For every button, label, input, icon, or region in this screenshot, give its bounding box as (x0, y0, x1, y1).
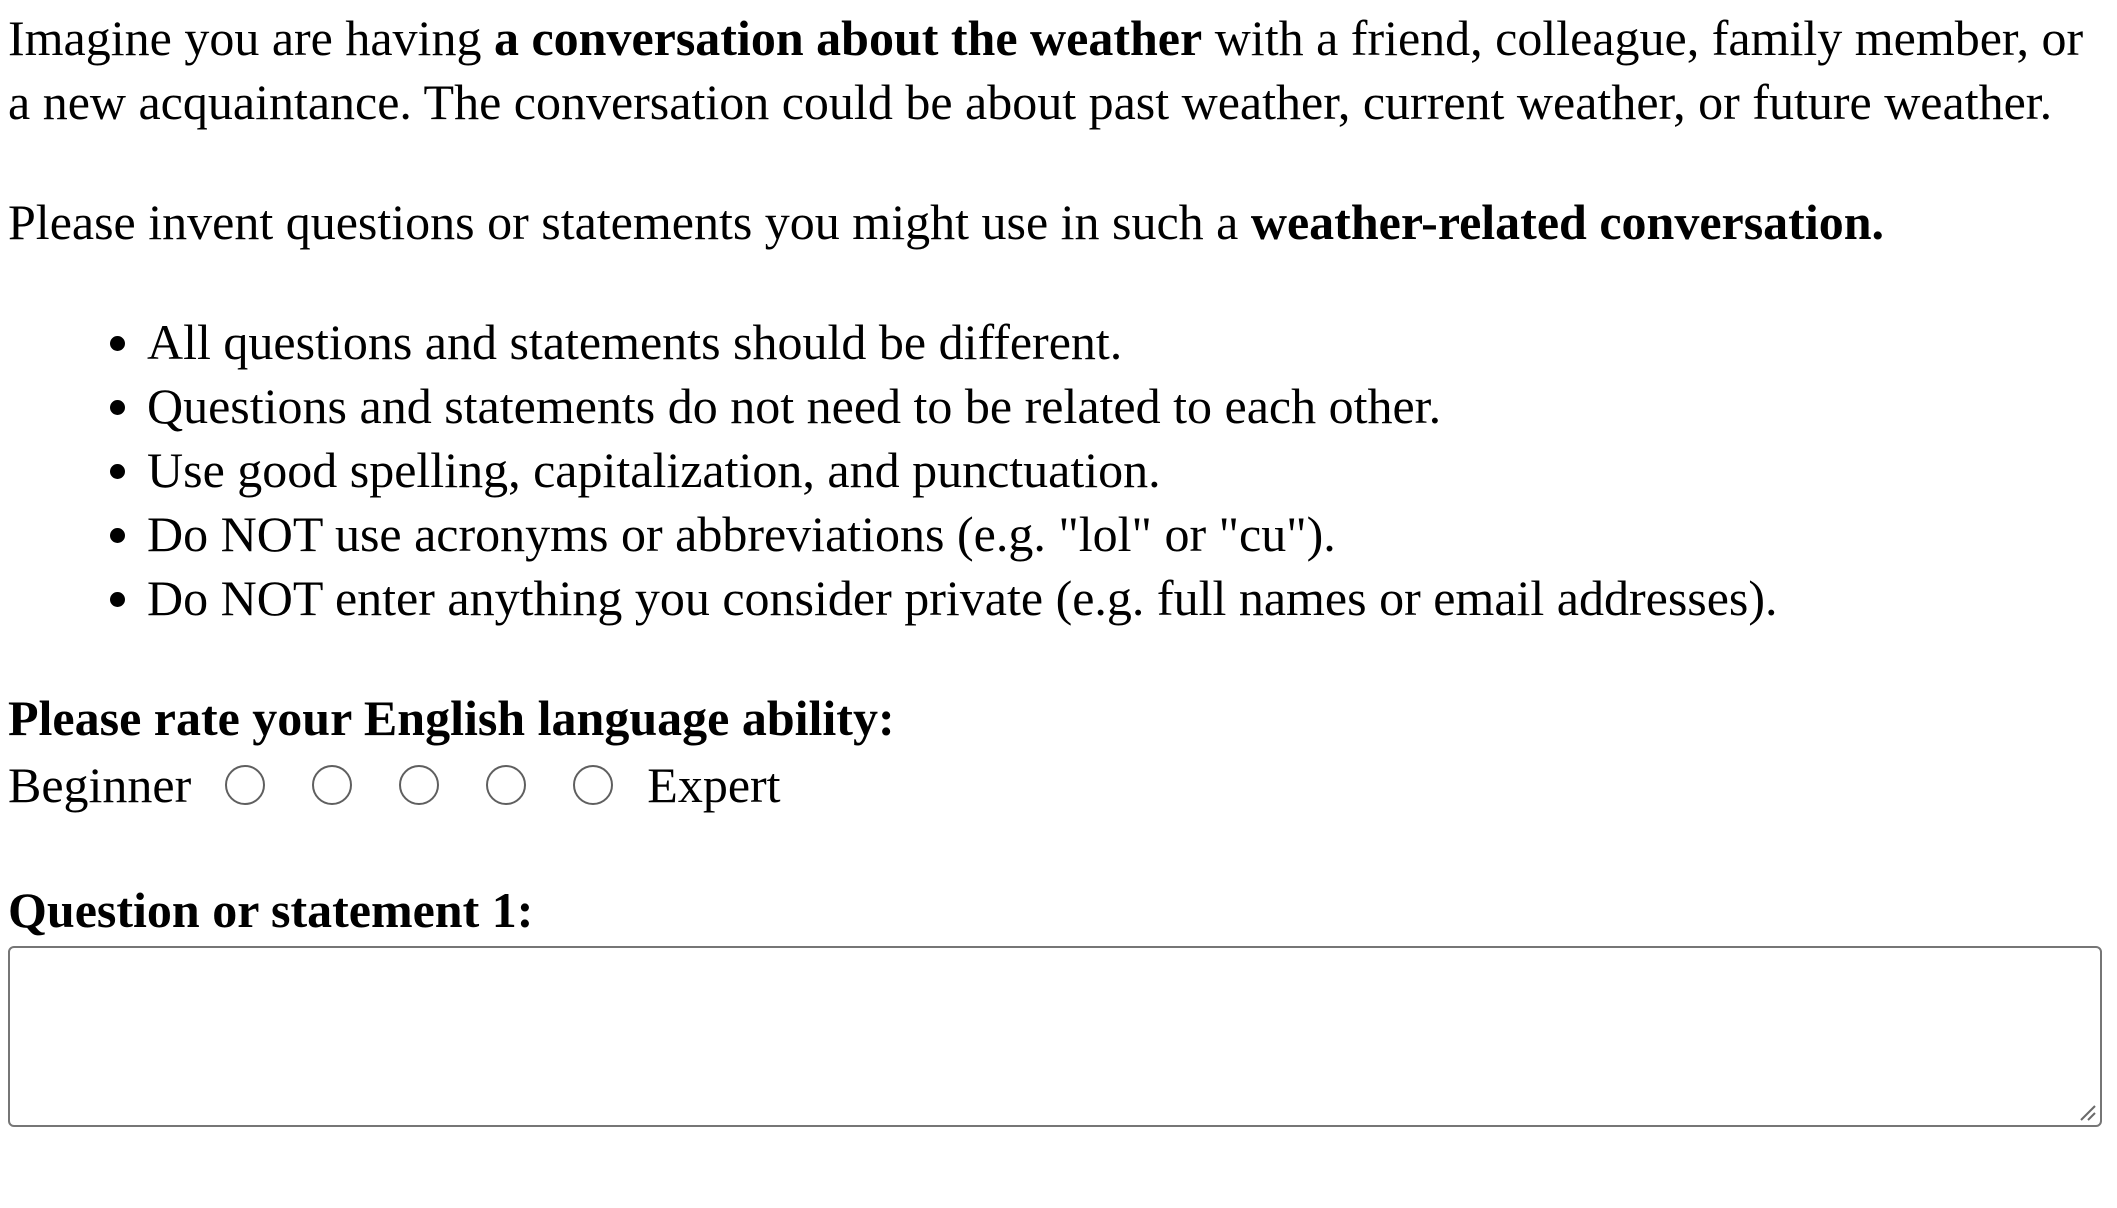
instruction-paragraph (8, 190, 2113, 254)
rating-radio-4[interactable] (486, 765, 526, 805)
rule-item: • Use good spelling, capitalization, and punctuation. (147, 438, 2113, 502)
question-label: Question or statement 1: (8, 882, 534, 938)
rule-item: • All questions and statements should be different. (147, 310, 2113, 374)
rule-item: • Do NOT enter anything you consider private (e.g. full names or email addresses). (147, 566, 2113, 630)
intro-paragraph (8, 6, 2113, 134)
rating-radio-1[interactable] (225, 765, 265, 805)
rules-list (8, 310, 2113, 630)
instruction-emphasis: weather-related conversation. (1250, 194, 1885, 250)
rating-label: Please rate your English language ability: (8, 690, 895, 746)
intro-text-start: Imagine you are having (8, 10, 494, 66)
rating-radio-3[interactable] (399, 765, 439, 805)
question-input[interactable] (8, 946, 2102, 1127)
survey-form (8, 6, 2113, 1127)
intro-emphasis: a conversation about the weather (493, 10, 1203, 66)
rating-radio-5[interactable] (573, 765, 613, 805)
rating-scale (8, 750, 2113, 820)
resize-grip-icon[interactable] (2078, 1103, 2096, 1121)
rule-item: • Do NOT use acronyms or abbreviations (e.g. "lol" or "cu"). (147, 502, 2113, 566)
rating-radio-2[interactable] (312, 765, 352, 805)
question-field-wrapper (8, 946, 2102, 1127)
intro-text-end: with a friend, colleague, family member, or a new acquaintance. The conversation could be about past weather, current weather, or future weather. (8, 10, 2084, 130)
rule-item: • Questions and statements do not need to be related to each other. (147, 374, 2113, 438)
rating-low-label: Beginner (8, 757, 192, 813)
instruction-text: Please invent questions or statements you might use in such a (8, 194, 1251, 250)
rating-high-label: Expert (647, 757, 781, 813)
rating-radio-group (225, 765, 613, 805)
